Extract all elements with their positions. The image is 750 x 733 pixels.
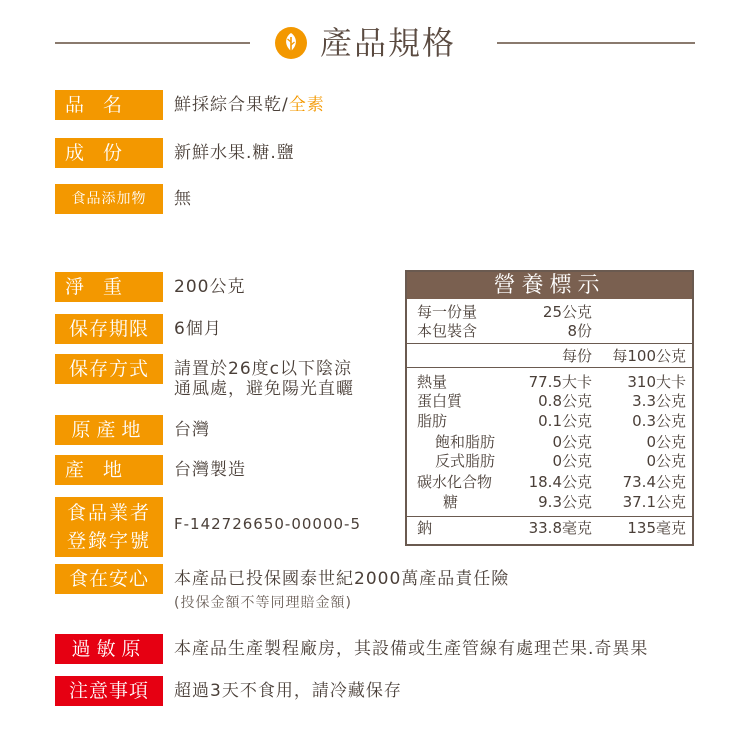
value-ingredients: 新鮮水果.糖.鹽 [174,143,295,163]
servings-per-pack-value: 8份 [567,322,592,340]
nutrient-per-100g: 37.1公克 [622,493,686,511]
value-safety-note: (投保金額不等同理賠金額) [174,595,352,611]
value-storage-line1: 請置於26度c以下陰涼 [174,359,352,379]
nutrient-per-serving: 0.1公克 [538,412,592,430]
nutrient-per-100g: 135毫克 [627,519,686,537]
nutrient-name: 熱量 [417,373,448,391]
value-allergen: 本產品生產製程廠房，其設備或生產管線有處理芒果.奇異果 [174,639,649,659]
label-additives: 食品添加物 [55,184,163,214]
nutrient-per-serving: 0.8公克 [538,392,592,410]
label-net-weight: 淨 重 [55,272,163,302]
nutrition-rule-1 [407,343,692,344]
servings-per-pack-label: 本包裝含 [417,322,478,340]
nutrient-per-100g: 310大卡 [627,373,686,391]
page-title: 產品規格 [320,24,457,62]
nutrient-per-serving: 33.8毫克 [528,519,592,537]
label-registration: 食品業者 登錄字號 [55,497,163,557]
label-notice: 注意事項 [55,676,163,706]
column-per-100g: 每100公克 [612,347,686,365]
nutrient-name: 鈉 [417,519,433,537]
nutrient-name: 飽和脂肪 [435,433,496,451]
value-origin: 台灣 [174,420,210,440]
nutrient-per-serving: 9.3公克 [538,493,592,511]
nutrient-name: 脂肪 [417,412,448,430]
nutrient-per-serving: 18.4公克 [528,473,592,491]
nutrient-name: 反式脂肪 [435,452,496,470]
nutrient-per-100g: 0公克 [646,433,686,451]
value-additives: 無 [174,189,192,209]
label-allergen: 過敏原 [55,634,163,664]
nutrition-table [405,270,694,546]
label-origin: 原產地 [55,415,163,445]
title-rule-left [55,42,250,44]
value-shelf-life: 6個月 [174,319,222,339]
nutrient-name: 蛋白質 [417,392,463,410]
label-safety: 食在安心 [55,564,163,594]
value-product-name: 鮮採綜合果乾/全素 [174,95,325,115]
label-production-site: 產 地 [55,455,163,485]
nutrition-title: 營養標示 [407,272,692,299]
value-storage-line2: 通風處，避免陽光直曬 [174,379,354,399]
nutrition-rule-2 [407,367,692,368]
nutrient-name: 碳水化合物 [417,473,493,491]
value-production-site: 台灣製造 [174,460,246,480]
value-safety: 本產品已投保國泰世紀2000萬產品責任險 [174,569,510,589]
nutrient-per-serving: 0公克 [552,433,592,451]
leaf-logo-icon [274,26,308,60]
nutrient-name: 糖 [443,493,459,511]
serving-size-label: 每一份量 [417,303,478,321]
title-rule-right [497,42,695,44]
nutrient-per-100g: 0公克 [646,452,686,470]
label-product-name: 品 名 [55,90,163,120]
serving-size-value: 25公克 [542,303,592,321]
nutrient-per-serving: 0公克 [552,452,592,470]
value-net-weight: 200公克 [174,277,246,297]
value-notice: 超過3天不食用，請冷藏保存 [174,681,402,701]
nutrient-per-100g: 73.4公克 [622,473,686,491]
nutrient-per-100g: 3.3公克 [632,392,686,410]
value-registration: F-142726650-00000-5 [174,515,362,533]
label-storage: 保存方式 [55,354,163,384]
label-shelf-life: 保存期限 [55,314,163,344]
column-per-serving: 每份 [561,347,592,365]
nutrient-per-serving: 77.5大卡 [528,373,592,391]
nutrient-per-100g: 0.3公克 [632,412,686,430]
nutrition-rule-3 [407,516,692,517]
label-ingredients: 成 份 [55,138,163,168]
